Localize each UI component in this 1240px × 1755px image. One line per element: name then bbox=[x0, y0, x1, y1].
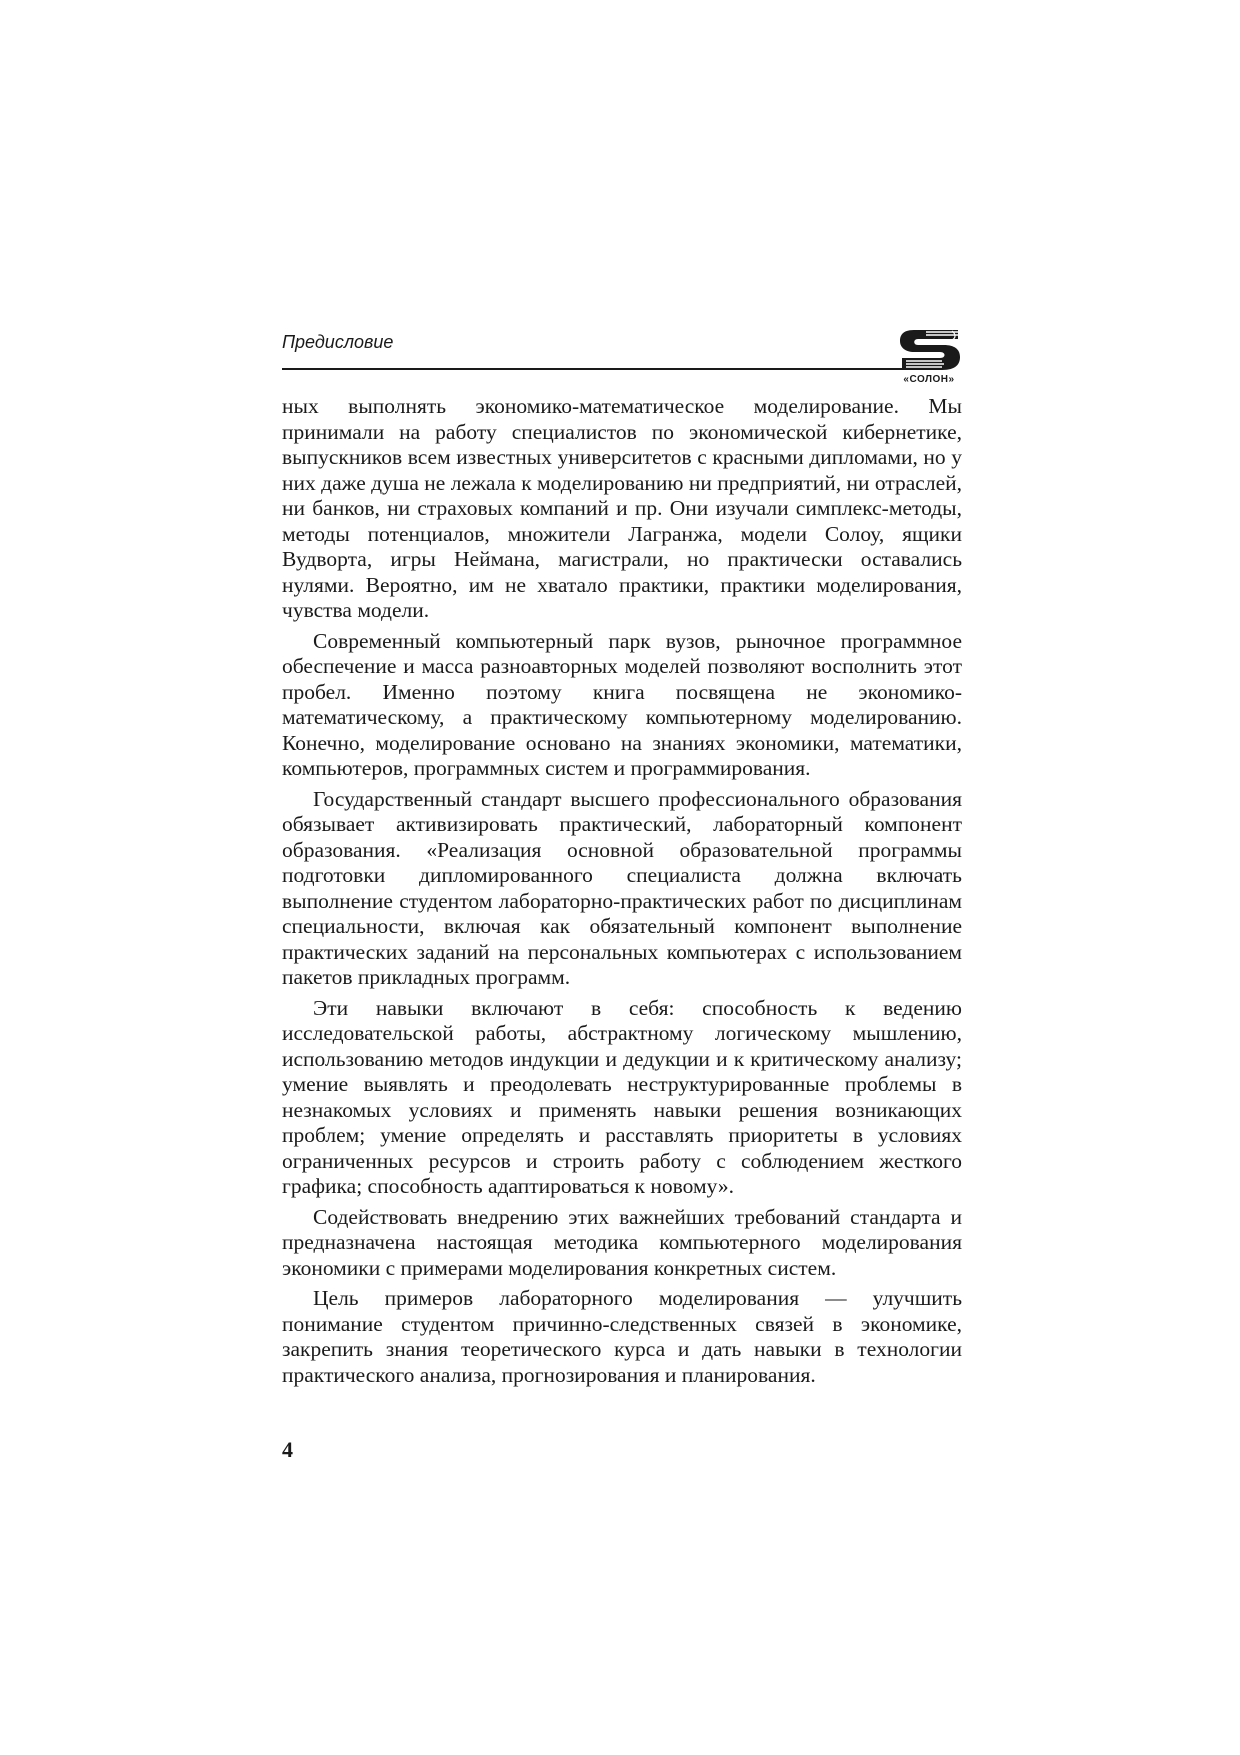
publisher-logo bbox=[896, 328, 962, 390]
running-head: Предисловие bbox=[282, 332, 394, 352]
paragraph: ных выполнять экономико-математическое моделирование. Мы принимали на работу специалистов по экономической кибернетике, выпускников всем известных университетов с красными дипломами, но у них даже душа не лежала к моделированию ни предприятий, ни отраслей, ни банков, ни страховых компаний и пр. Они изучали симплекс-методы, методы потенциалов, множители Лагранжа, модели Солоу, ящики Вудворта, игры Неймана, магистрали, но практически оставались нулями. Вероятно, им не хватало практики, практики моделирования, чувства модели. bbox=[282, 394, 962, 622]
header-rule bbox=[282, 368, 917, 370]
page-header bbox=[282, 328, 962, 390]
page-number: 4 bbox=[282, 1437, 293, 1462]
paragraph: Цель примеров лабораторного моделирования — улучшить понимание студентом причинно-следственных связей в экономике, закрепить знания теоретического курса и дать навыки в технологии практического анализа, прогнозирования и планирования. bbox=[282, 1286, 962, 1387]
paragraph: Государственный стандарт высшего профессионального образования обязывает активизировать практический, лабораторный компонент образования. «Реализация основной образовательной программы подготовки дипломированного специалиста должна включать выполнение студентом лабораторно-практических работ по дисциплинам специальности, включая как обязательный компонент выполнение практических заданий на персональных компьютерах с использованием пакетов прикладных программ. bbox=[282, 786, 962, 989]
logo-wordmark: «СОЛОН» bbox=[903, 374, 955, 385]
paragraph: Современный компьютерный парк вузов, рыночное программное обеспечение и масса разноавторных моделей позволяют восполнить этот пробел. Именно поэтому книга посвящена не экономико-математическому, а практическому компьютерному моделированию. Конечно, моделирование основано на знаниях экономики, математики, компьютеров, программных систем и программирования. bbox=[282, 628, 962, 780]
solon-s-logo-icon bbox=[896, 328, 962, 374]
body-text bbox=[282, 394, 962, 1393]
paragraph: Содействовать внедрению этих важнейших требований стандарта и предназначена настоящая методика компьютерного моделирования экономики с примерами моделирования конкретных систем. bbox=[282, 1204, 962, 1280]
paragraph: Эти навыки включают в себя: способность к ведению исследовательской работы, абстрактному логическому мышлению, использованию методов индукции и дедукции и к критическому анализу; умение выявлять и преодолевать неструктурированные проблемы в незнакомых условиях и применять навыки решения возникающих проблем; умение определять и расставлять приоритеты в условиях ограниченных ресурсов и строить работу с соблюдением жесткого графика; способность адаптироваться к новому». bbox=[282, 995, 962, 1198]
